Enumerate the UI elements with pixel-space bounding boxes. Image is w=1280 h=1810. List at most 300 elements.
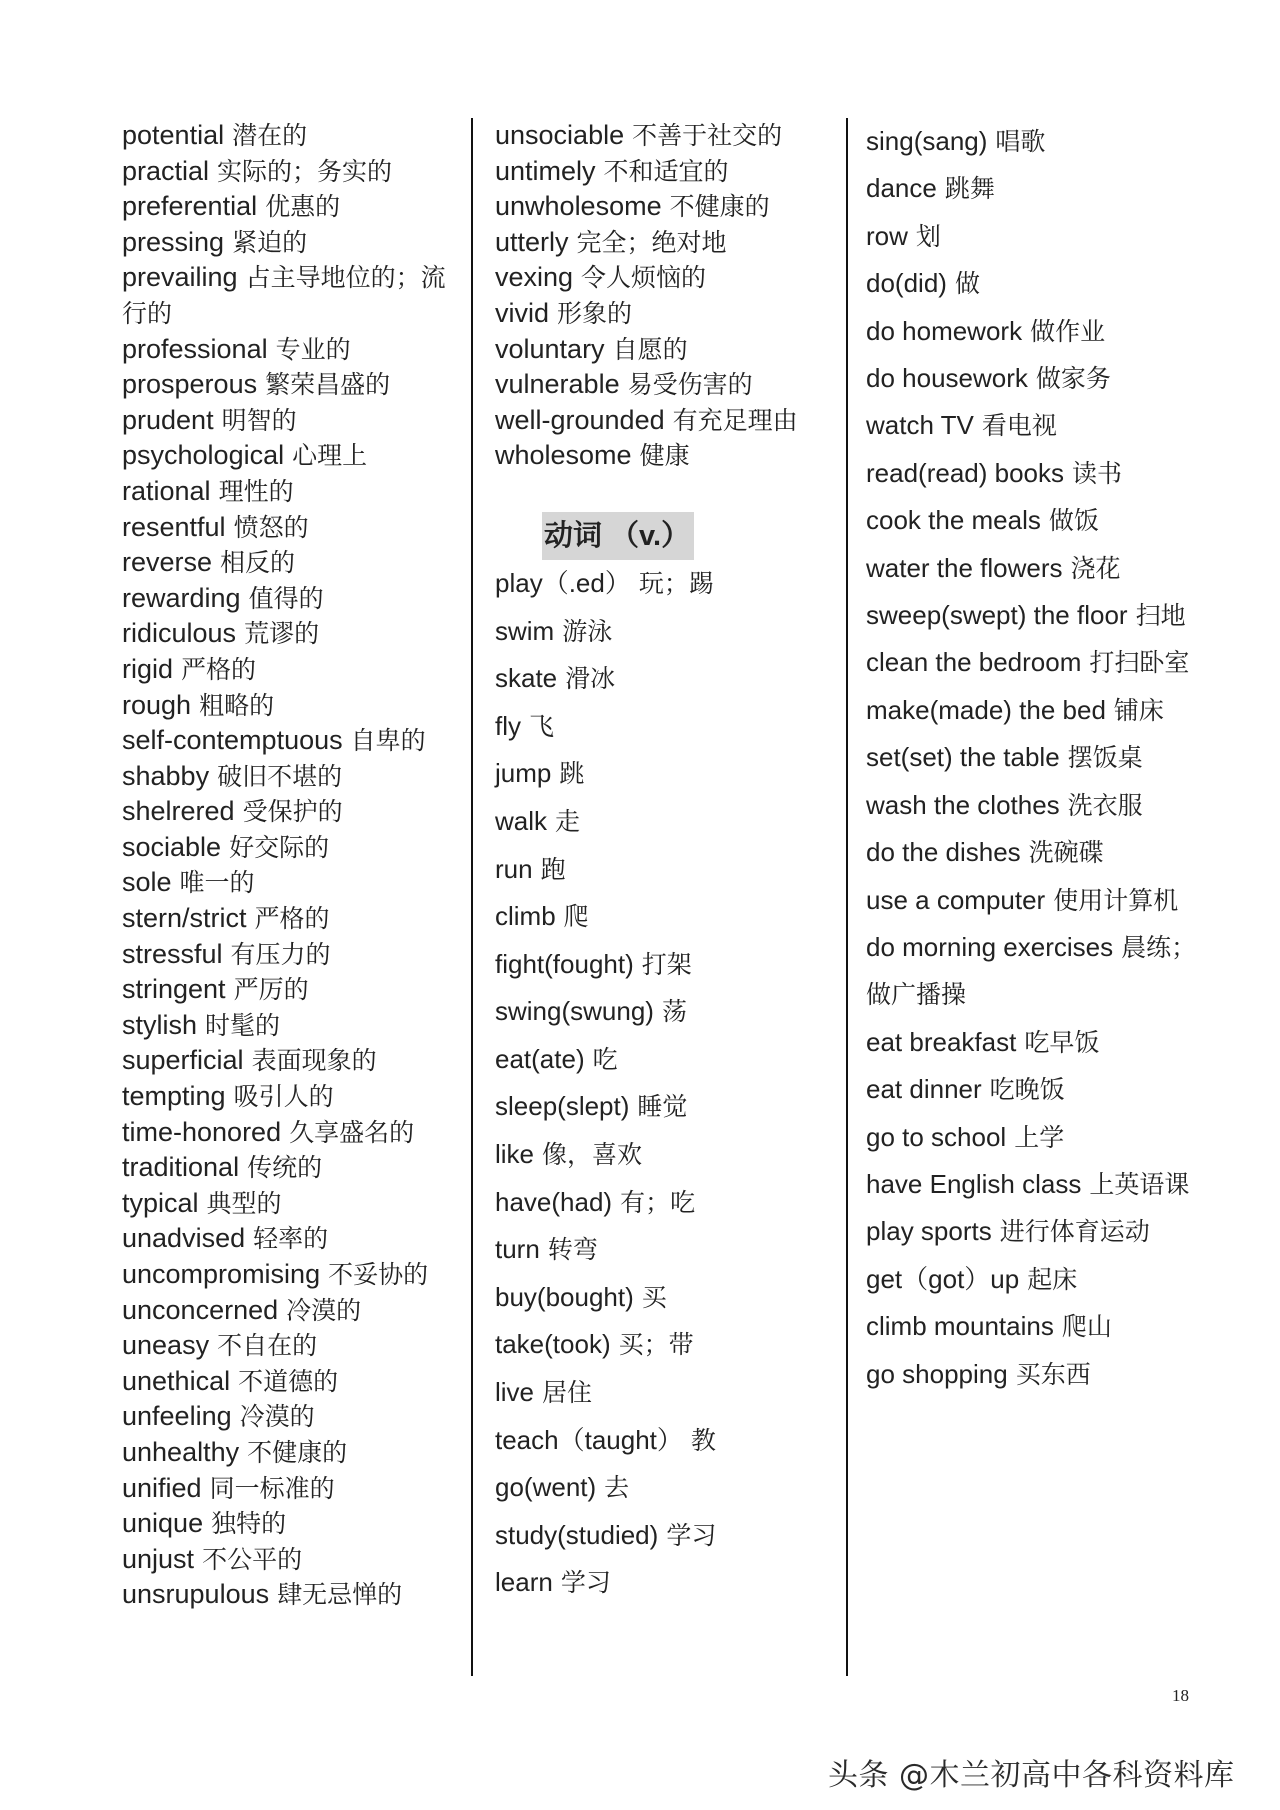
vocab-entry bbox=[495, 1036, 815, 1084]
vocab-word: set(set) the table bbox=[866, 742, 1060, 773]
vocab-entry bbox=[122, 759, 462, 795]
vocab-meaning: 铺床 bbox=[1113, 695, 1164, 725]
vocab-word: potential bbox=[122, 120, 225, 150]
vocab-word: stern/strict bbox=[122, 903, 247, 934]
vocab-entry bbox=[122, 154, 462, 190]
vocab-word: unique bbox=[122, 1508, 204, 1539]
vocab-entry bbox=[495, 1179, 815, 1227]
vocab-word: unjust bbox=[122, 1543, 195, 1574]
verbs-heading: 动词 （v.） bbox=[542, 512, 694, 560]
vocab-word: go(went) bbox=[495, 1472, 597, 1503]
vocab-word: wholesome bbox=[495, 440, 632, 471]
vocab-meaning: 有；吃 bbox=[620, 1187, 696, 1217]
vocab-word: water the flowers bbox=[866, 552, 1063, 583]
vocab-meaning: 居住 bbox=[542, 1378, 593, 1408]
vocab-meaning: 跳舞 bbox=[944, 174, 995, 204]
vocab-meaning: 易受伤害的 bbox=[627, 370, 753, 400]
vocab-word: learn bbox=[495, 1567, 553, 1598]
vocab-entry bbox=[866, 877, 1216, 924]
vocab-entry bbox=[866, 1161, 1216, 1208]
vocab-meaning: 时髦的 bbox=[205, 1010, 281, 1040]
vocab-entry bbox=[495, 189, 815, 225]
vocab-entry bbox=[122, 1186, 462, 1222]
vocab-entry bbox=[122, 403, 462, 439]
vocab-entry bbox=[495, 1131, 815, 1179]
vocab-entry bbox=[122, 723, 462, 759]
vocab-meaning: 上英语课 bbox=[1089, 1169, 1190, 1199]
vocab-word: make(made) the bed bbox=[866, 694, 1106, 725]
vocab-word: resentful bbox=[122, 511, 226, 542]
vocab-word: pressing bbox=[122, 226, 225, 257]
vocab-meaning: 好交际的 bbox=[229, 832, 330, 862]
vocab-meaning: 买 bbox=[641, 1282, 667, 1312]
vocab-word: do the dishes bbox=[866, 837, 1021, 868]
vocab-entry bbox=[122, 830, 462, 866]
vocab-meaning: 荒谬的 bbox=[244, 619, 320, 649]
vocab-word: cook the meals bbox=[866, 505, 1041, 536]
vocab-entry bbox=[495, 332, 815, 368]
vocab-word: typical bbox=[122, 1187, 199, 1218]
vocab-word: unadvised bbox=[122, 1223, 246, 1254]
vocab-word: rough bbox=[122, 689, 192, 720]
vocab-entry bbox=[122, 581, 462, 617]
vocab-meaning: 唯一的 bbox=[179, 868, 255, 898]
vocab-entry bbox=[495, 1274, 815, 1322]
vocab-entry bbox=[495, 1083, 815, 1131]
vocab-meaning: 学习 bbox=[666, 1520, 717, 1550]
vocab-entry bbox=[495, 1321, 815, 1369]
vocab-entry bbox=[866, 829, 1216, 876]
vocab-meaning: 独特的 bbox=[211, 1509, 287, 1539]
vocab-meaning: 晨练；做广播操 bbox=[866, 932, 1197, 1010]
vocab-meaning: 洗碗碟 bbox=[1028, 838, 1104, 868]
vocab-word: watch TV bbox=[866, 410, 974, 441]
vocab-word: psychological bbox=[122, 440, 285, 471]
vocab-word: traditional bbox=[122, 1152, 240, 1183]
vocab-meaning: 唱歌 bbox=[995, 127, 1046, 156]
vocab-meaning: 上学 bbox=[1014, 1122, 1065, 1152]
vocab-meaning: 买东西 bbox=[1015, 1359, 1091, 1389]
vocab-meaning: 严格的 bbox=[254, 904, 330, 934]
vocab-word: run bbox=[495, 853, 533, 884]
vocab-word: prevailing bbox=[122, 262, 238, 293]
vocab-word: teach（taught） bbox=[495, 1424, 683, 1455]
vocab-entry bbox=[866, 1019, 1216, 1066]
vocab-entry bbox=[866, 1114, 1216, 1161]
column-1 bbox=[122, 118, 462, 1613]
vocab-entry bbox=[122, 1471, 462, 1507]
vocab-entry bbox=[122, 438, 462, 474]
vocab-meaning: 看电视 bbox=[981, 411, 1057, 441]
vocab-entry bbox=[495, 1559, 815, 1607]
vocab-entry bbox=[866, 924, 1216, 1019]
vocab-meaning: 读书 bbox=[1072, 458, 1123, 488]
vocab-entry bbox=[122, 616, 462, 652]
vocab-word: stylish bbox=[122, 1009, 198, 1040]
column-divider bbox=[471, 118, 473, 1676]
vocab-meaning: 滑冰 bbox=[565, 664, 616, 694]
vocab-meaning: 爬 bbox=[563, 902, 589, 932]
vocab-meaning: 明智的 bbox=[221, 405, 297, 435]
vocab-meaning: 破旧不堪的 bbox=[217, 761, 343, 791]
vocab-meaning: 打扫卧室 bbox=[1089, 648, 1190, 678]
vocab-entry bbox=[866, 782, 1216, 829]
vocab-word: shabby bbox=[122, 760, 210, 791]
vocab-meaning: 严厉的 bbox=[233, 975, 309, 1005]
vocab-meaning: 令人烦恼的 bbox=[581, 263, 707, 293]
vocab-word: voluntary bbox=[495, 333, 605, 364]
vocab-word: sing(sang) bbox=[866, 126, 988, 156]
vocab-entry bbox=[866, 260, 1216, 307]
vocab-entry bbox=[122, 1257, 462, 1293]
vocab-entry bbox=[866, 402, 1216, 449]
vocab-word: sweep(swept) the floor bbox=[866, 600, 1128, 631]
vocab-entry bbox=[866, 1303, 1216, 1350]
vocab-entry bbox=[122, 1115, 462, 1151]
vocab-word: like bbox=[495, 1139, 535, 1170]
vocab-word: professional bbox=[122, 333, 268, 364]
vocab-word: fly bbox=[495, 710, 521, 741]
vocab-entry bbox=[122, 1506, 462, 1542]
column-divider bbox=[846, 118, 848, 1676]
vocab-entry bbox=[866, 1208, 1216, 1255]
vocab-meaning: 自愿的 bbox=[612, 334, 688, 364]
vocab-meaning: 表面现象的 bbox=[251, 1046, 377, 1076]
vocab-meaning: 轻率的 bbox=[253, 1224, 329, 1254]
vocab-meaning: 健康 bbox=[639, 441, 690, 471]
vocab-entry bbox=[122, 937, 462, 973]
vocab-entry bbox=[866, 639, 1216, 686]
vocab-entry bbox=[866, 592, 1216, 639]
vocab-meaning: 进行体育运动 bbox=[999, 1217, 1150, 1247]
vocab-word: self-contemptuous bbox=[122, 725, 343, 756]
vocab-entry bbox=[122, 474, 462, 510]
vocab-word: time-honored bbox=[122, 1116, 282, 1147]
page-number: 18 bbox=[1172, 1686, 1189, 1705]
vocab-meaning: 跳 bbox=[559, 759, 585, 789]
vocab-entry bbox=[122, 1435, 462, 1471]
vocab-entry bbox=[495, 703, 815, 751]
vocab-entry bbox=[495, 988, 815, 1036]
vocab-entry bbox=[495, 750, 815, 798]
vocab-word: turn bbox=[495, 1234, 540, 1265]
vocab-entry bbox=[122, 901, 462, 937]
vocab-word: ridiculous bbox=[122, 618, 237, 649]
vocab-entry bbox=[866, 687, 1216, 734]
vocab-meaning: 爬山 bbox=[1061, 1312, 1112, 1342]
vocab-meaning: 实际的；务实的 bbox=[217, 156, 393, 186]
vocab-entry bbox=[495, 367, 815, 403]
vocab-entry bbox=[866, 213, 1216, 260]
vocab-entry bbox=[122, 1221, 462, 1257]
vocab-meaning: 紧迫的 bbox=[232, 227, 308, 257]
column-3 bbox=[866, 118, 1216, 1398]
vocab-word: fight(fought) bbox=[495, 948, 634, 979]
vocab-entry bbox=[122, 189, 462, 225]
vocab-word: preferential bbox=[122, 191, 258, 222]
vocab-entry bbox=[495, 608, 815, 656]
vocab-meaning: 做作业 bbox=[1030, 316, 1106, 346]
column-2 bbox=[495, 118, 815, 1607]
vocab-entry bbox=[495, 1464, 815, 1512]
vocab-meaning: 像，喜欢 bbox=[542, 1140, 643, 1170]
vocab-entry bbox=[122, 652, 462, 688]
vocab-word: unconcerned bbox=[122, 1294, 279, 1325]
vocab-entry bbox=[122, 1542, 462, 1578]
vocab-word: do housework bbox=[866, 363, 1028, 394]
vocab-word: play（.ed） bbox=[495, 567, 631, 598]
vocab-word: take(took) bbox=[495, 1329, 611, 1360]
vocab-entry bbox=[122, 225, 462, 261]
vocab-entry bbox=[122, 367, 462, 403]
vocab-meaning: 传统的 bbox=[247, 1153, 323, 1183]
vocab-word: eat(ate) bbox=[495, 1043, 585, 1074]
vocab-entry bbox=[122, 1399, 462, 1435]
vocab-word: eat breakfast bbox=[866, 1026, 1017, 1057]
vocab-meaning: 同一标准的 bbox=[209, 1473, 335, 1503]
vocab-meaning: 走 bbox=[555, 806, 581, 836]
vocab-word: unfeeling bbox=[122, 1401, 232, 1432]
vocab-meaning: 吃 bbox=[592, 1044, 618, 1074]
vocab-word: row bbox=[866, 220, 908, 251]
vocab-entry bbox=[122, 1008, 462, 1044]
vocab-meaning: 不妥协的 bbox=[328, 1260, 429, 1289]
vocab-entry bbox=[122, 1328, 462, 1364]
vocab-entry bbox=[495, 1369, 815, 1417]
vocab-word: unethical bbox=[122, 1365, 231, 1396]
vocab-entry bbox=[866, 165, 1216, 212]
vocab-entry bbox=[495, 655, 815, 703]
vocab-meaning: 玩；踢 bbox=[638, 568, 714, 598]
vocab-word: walk bbox=[495, 805, 548, 836]
vocab-word: rational bbox=[122, 475, 211, 506]
vocab-word: wash the clothes bbox=[866, 789, 1060, 820]
vocab-word: have English class bbox=[866, 1168, 1082, 1199]
vocab-meaning: 划 bbox=[915, 221, 941, 251]
vocab-word: do homework bbox=[866, 315, 1023, 346]
vocab-meaning: 典型的 bbox=[206, 1188, 282, 1218]
vocab-meaning: 浇花 bbox=[1070, 553, 1121, 583]
vocab-meaning: 买；带 bbox=[618, 1330, 694, 1360]
vocab-meaning: 自卑的 bbox=[350, 726, 426, 756]
vocab-meaning: 摆饭桌 bbox=[1067, 743, 1143, 773]
vocab-word: rewarding bbox=[122, 582, 241, 613]
vocab-meaning: 去 bbox=[604, 1473, 630, 1503]
vocab-meaning: 潜在的 bbox=[232, 121, 308, 150]
vocab-word: unsrupulous bbox=[122, 1579, 270, 1610]
vocab-meaning: 形象的 bbox=[557, 298, 633, 328]
vocab-meaning: 游泳 bbox=[562, 616, 613, 646]
watermark: 头条 @木兰初高中各科资料库 bbox=[828, 1758, 1235, 1793]
vocab-meaning: 吸引人的 bbox=[233, 1082, 334, 1112]
vocab-meaning: 完全；绝对地 bbox=[576, 227, 727, 257]
vocab-word: study(studied) bbox=[495, 1519, 659, 1550]
vocab-meaning: 睡觉 bbox=[637, 1092, 688, 1122]
vocab-word: use a computer bbox=[866, 884, 1046, 915]
vocab-meaning: 冷漠的 bbox=[286, 1295, 362, 1325]
vocab-entry bbox=[495, 296, 815, 332]
vocab-entry bbox=[495, 118, 815, 154]
vocab-meaning: 不健康的 bbox=[247, 1437, 348, 1467]
vocab-word: do(did) bbox=[866, 268, 947, 299]
vocab-meaning: 繁荣昌盛的 bbox=[265, 370, 391, 400]
vocab-entry bbox=[866, 308, 1216, 355]
vocab-meaning: 起床 bbox=[1027, 1264, 1078, 1294]
vocab-entry bbox=[495, 798, 815, 846]
vocab-meaning: 使用计算机 bbox=[1053, 885, 1179, 915]
vocab-word: prosperous bbox=[122, 369, 258, 400]
vocab-word: climb bbox=[495, 901, 556, 932]
vocab-word: sociable bbox=[122, 831, 222, 862]
vocab-entry bbox=[122, 510, 462, 546]
vocab-meaning: 洗衣服 bbox=[1067, 790, 1143, 820]
vocab-entry bbox=[495, 893, 815, 941]
vocab-word: shelrered bbox=[122, 796, 235, 827]
vocab-word: sleep(slept) bbox=[495, 1091, 630, 1122]
vocab-word: uneasy bbox=[122, 1330, 210, 1361]
vocab-word: skate bbox=[495, 663, 558, 694]
vocab-meaning: 受保护的 bbox=[242, 797, 343, 827]
vocab-meaning: 肆无忌惮的 bbox=[277, 1580, 403, 1610]
vocab-meaning: 教 bbox=[690, 1425, 716, 1455]
vocab-entry bbox=[495, 1512, 815, 1560]
vocab-entry bbox=[866, 1256, 1216, 1303]
vocab-word: play sports bbox=[866, 1216, 992, 1247]
vocab-meaning: 跑 bbox=[540, 854, 566, 884]
vocab-entry bbox=[495, 154, 815, 190]
vocab-word: vivid bbox=[495, 297, 550, 328]
vocab-meaning: 心理上 bbox=[292, 441, 368, 471]
vocab-entry bbox=[122, 118, 462, 154]
vocab-word: stressful bbox=[122, 938, 223, 969]
vocab-meaning: 吃晚饭 bbox=[989, 1075, 1065, 1105]
vocab-word: reverse bbox=[122, 547, 213, 578]
vocab-word: dance bbox=[866, 173, 937, 204]
vocab-meaning: 不善于社交的 bbox=[632, 121, 783, 150]
vocab-word: clean the bedroom bbox=[866, 647, 1082, 678]
vocab-entry bbox=[122, 332, 462, 368]
vocab-meaning: 扫地 bbox=[1135, 601, 1186, 631]
vocab-entry bbox=[122, 1577, 462, 1613]
vocab-entry bbox=[495, 846, 815, 894]
vocab-word: well-grounded bbox=[495, 404, 665, 435]
vocab-word: unified bbox=[122, 1472, 202, 1503]
vocab-word: eat dinner bbox=[866, 1074, 982, 1105]
vocab-entry bbox=[122, 972, 462, 1008]
vocab-entry bbox=[495, 1417, 815, 1465]
vocab-entry bbox=[866, 545, 1216, 592]
vocab-meaning: 有充足理由 bbox=[672, 405, 798, 435]
vocab-meaning: 粗略的 bbox=[199, 690, 275, 720]
vocab-meaning: 冷漠的 bbox=[239, 1402, 315, 1432]
vocab-meaning: 学习 bbox=[560, 1568, 611, 1598]
vocab-meaning: 不和适宜的 bbox=[603, 156, 729, 186]
vocab-meaning: 转弯 bbox=[547, 1235, 598, 1265]
vocab-word: superficial bbox=[122, 1045, 244, 1076]
vocab-word: buy(bought) bbox=[495, 1281, 634, 1312]
vocab-entry bbox=[866, 355, 1216, 402]
vocab-word: unsociable bbox=[495, 120, 625, 150]
vocab-word: vexing bbox=[495, 262, 574, 293]
vocab-word: rigid bbox=[122, 653, 174, 684]
vocab-word: jump bbox=[495, 758, 552, 789]
vocab-word: unhealthy bbox=[122, 1436, 240, 1467]
vocab-entry bbox=[122, 545, 462, 581]
vocab-word: stringent bbox=[122, 974, 226, 1005]
vocab-entry bbox=[122, 1043, 462, 1079]
vocab-entry bbox=[122, 794, 462, 830]
vocab-entry bbox=[866, 734, 1216, 781]
vocab-meaning: 荡 bbox=[661, 997, 687, 1027]
section-gap bbox=[495, 474, 815, 512]
vocab-entry bbox=[122, 1150, 462, 1186]
vocab-entry bbox=[495, 1226, 815, 1274]
vocab-entry bbox=[122, 865, 462, 901]
vocab-word: go shopping bbox=[866, 1358, 1008, 1389]
vocab-word: uncompromising bbox=[122, 1259, 321, 1289]
vocab-word: tempting bbox=[122, 1081, 226, 1112]
vocab-word: practial bbox=[122, 155, 210, 186]
vocab-entry bbox=[122, 688, 462, 724]
vocab-word: unwholesome bbox=[495, 191, 662, 222]
adjective-list bbox=[495, 118, 815, 474]
vocab-entry bbox=[495, 225, 815, 261]
vocab-meaning: 做家务 bbox=[1035, 364, 1111, 394]
vocab-meaning: 愤怒的 bbox=[233, 512, 309, 542]
vocab-entry bbox=[866, 497, 1216, 544]
vocab-meaning: 打架 bbox=[641, 949, 692, 979]
vocab-entry bbox=[495, 941, 815, 989]
vocab-meaning: 不道德的 bbox=[238, 1366, 339, 1396]
vocab-meaning: 有压力的 bbox=[230, 939, 331, 969]
vocab-word: vulnerable bbox=[495, 369, 620, 400]
vocab-word: utterly bbox=[495, 226, 569, 257]
vocab-word: read(read) books bbox=[866, 457, 1064, 488]
vocab-meaning: 相反的 bbox=[220, 548, 296, 578]
vocab-entry bbox=[122, 1293, 462, 1329]
vocab-meaning: 占主导地位的；流行的 bbox=[122, 263, 446, 328]
vocab-word: get（got）up bbox=[866, 1263, 1020, 1294]
vocab-word: live bbox=[495, 1377, 535, 1408]
vocab-meaning: 吃早饭 bbox=[1024, 1027, 1100, 1057]
vocab-entry bbox=[495, 438, 815, 474]
vocab-meaning: 优惠的 bbox=[265, 192, 341, 222]
vocab-word: have(had) bbox=[495, 1186, 613, 1217]
vocab-word: swing(swung) bbox=[495, 996, 654, 1027]
vocab-word: climb mountains bbox=[866, 1311, 1054, 1342]
vocab-entry bbox=[122, 1364, 462, 1400]
vocab-meaning: 做 bbox=[954, 269, 980, 299]
vocab-meaning: 严格的 bbox=[181, 654, 257, 684]
vocab-meaning: 不健康的 bbox=[669, 192, 770, 222]
vocab-entry bbox=[866, 450, 1216, 497]
vocab-word: prudent bbox=[122, 404, 214, 435]
vocab-meaning: 专业的 bbox=[275, 334, 351, 364]
vocab-meaning: 久享盛名的 bbox=[289, 1117, 415, 1147]
vocab-meaning: 理性的 bbox=[218, 476, 294, 506]
verb-list bbox=[495, 560, 815, 1607]
vocab-entry bbox=[495, 260, 815, 296]
vocab-word: sole bbox=[122, 867, 172, 898]
vocab-meaning: 不自在的 bbox=[217, 1331, 318, 1361]
vocab-meaning: 做饭 bbox=[1048, 506, 1099, 536]
vocab-entry bbox=[866, 1351, 1216, 1398]
vocab-word: do morning exercises bbox=[866, 931, 1114, 962]
vocab-word: swim bbox=[495, 615, 555, 646]
vocab-word: go to school bbox=[866, 1121, 1007, 1152]
vocab-entry bbox=[122, 1079, 462, 1115]
vocab-entry bbox=[866, 118, 1216, 165]
